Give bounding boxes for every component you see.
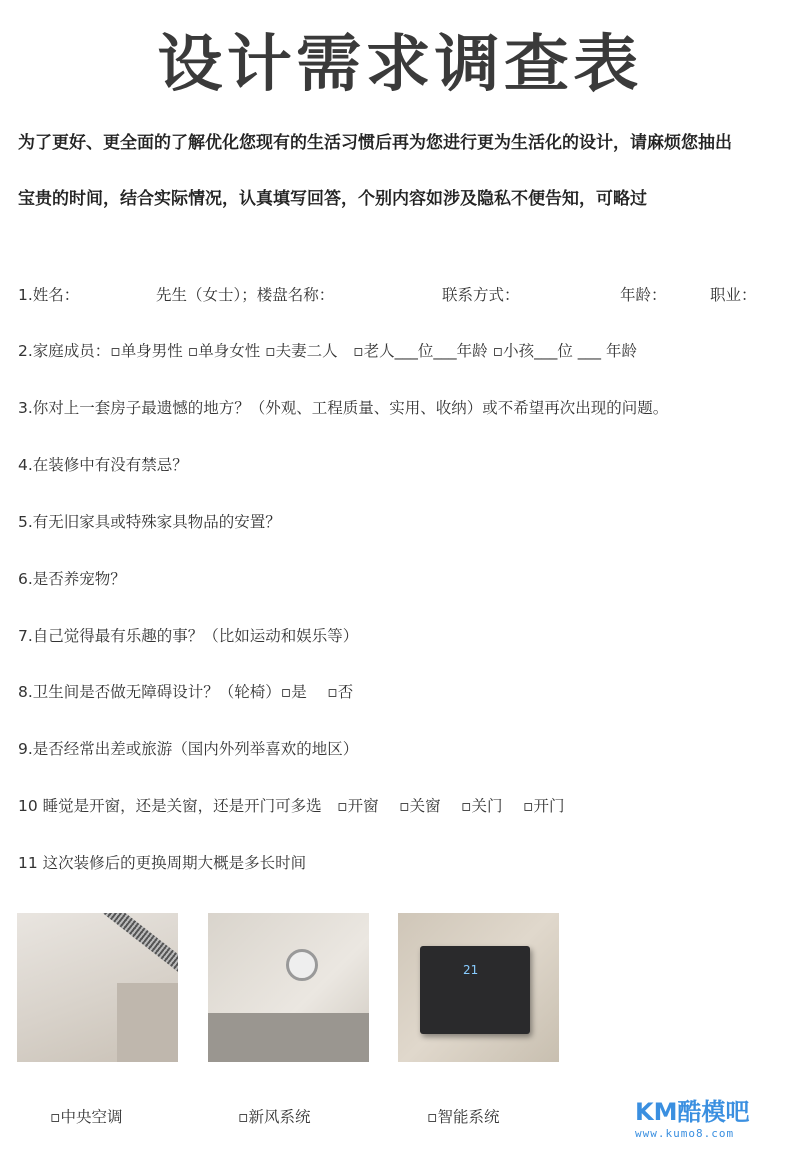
question-1	[18, 283, 798, 303]
question-11: 11 这次装修后的更换周期大概是多长时间	[18, 854, 307, 872]
question-7: 7.自己觉得最有乐趣的事？（比如运动和娱乐等）	[18, 627, 359, 645]
question-4: 4.在装修中有没有禁忌？	[18, 456, 188, 474]
job-label: 职业：	[710, 286, 757, 304]
question-6: 6.是否养宠物？	[18, 570, 126, 588]
intro-line-1: 为了更好、更全面的了解优化您现有的生活习惯后再为您进行更为生活化的设计，请麻烦您抽出	[18, 133, 732, 153]
page-title: 设计需求调查表	[157, 27, 643, 100]
question-2: 2.家庭成员：▫单身男性 ▫单身女性 ▫夫妻二人 ▫老人___位___年龄 ▫小孩___位 ___ 年龄	[18, 342, 637, 360]
title-project-label: 先生（女士）；楼盘名称：	[156, 286, 335, 304]
option-central-ac[interactable]: ▫中央空调	[50, 1108, 123, 1126]
question-9: 9.是否经常出差或旅游（国内外列举喜欢的地区）	[18, 740, 359, 758]
question-5: 5.有无旧家具或特殊家具物品的安置？	[18, 513, 281, 531]
contact-label: 联系方式：	[442, 286, 520, 304]
question-10: 10 睡觉是开窗，还是关窗，还是开门可多选 ▫开窗 ▫关窗 ▫关门 ▫开门	[18, 797, 565, 815]
question-8: 8.卫生间是否做无障碍设计？（轮椅）▫是 ▫否	[18, 683, 354, 701]
intro-line-2: 宝贵的时间，结合实际情况，认真填写回答，个别内容如涉及隐私不便告知，可略过	[18, 189, 647, 209]
option-fresh-air[interactable]: ▫新风系统	[238, 1108, 311, 1126]
logo-text: KM酷模吧	[635, 1098, 750, 1126]
central-ac-photo	[17, 913, 178, 1062]
age-label: 年龄：	[620, 286, 667, 304]
name-label: 1.姓名：	[18, 286, 80, 304]
kumo8-logo	[635, 1092, 749, 1140]
option-smart-system[interactable]: ▫智能系统	[427, 1108, 500, 1126]
fresh-air-photo	[208, 913, 369, 1062]
question-3: 3.你对上一套房子最遗憾的地方？（外观、工程质量、实用、收纳）或不希望再次出现的问题。	[18, 399, 669, 417]
logo-url: www.kumo8.com	[635, 1127, 735, 1140]
smart-system-photo: 21	[398, 913, 559, 1062]
